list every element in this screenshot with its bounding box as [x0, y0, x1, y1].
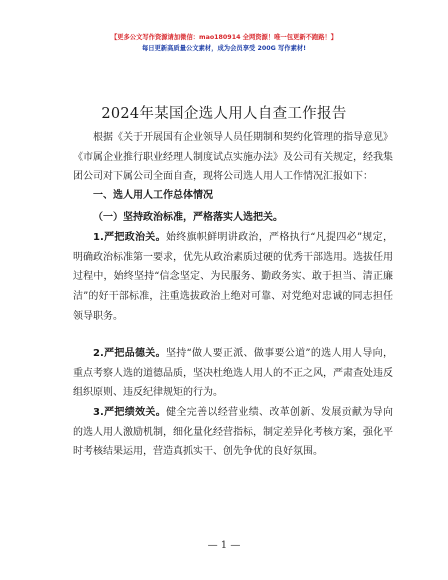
- item-text-performance: 健全完善以经营业绩、改革创新、发展贡献为导向的选人用人激励机制，细化量化经营指标，制定差异化考核方案，强化平时考核结果运用，营造真抓实干、创先争优的良好氛围。: [73, 407, 394, 458]
- promo-banner-line1: 【更多公文写作资源请加微信：mao180914 全网资源！唯一包更新不跑路！】: [110, 34, 338, 41]
- section-heading-1: 一、选人用人工作总体情况: [93, 190, 213, 201]
- item-paragraph-performance: [73, 403, 393, 462]
- item-lead-political: 1.严把政治关。: [93, 232, 166, 243]
- intro-paragraph: 根据《关于开展国有企业领导人员任期制和契约化管理的指导意见》《市属企业推行职业经理人制度试点实施办法》及公司有关规定，经我集团公司对下属公司全面自查，现将公司选人用人工作情况汇报如下：: [73, 132, 393, 183]
- subsection-heading-1: （一）坚持政治标准，严格落实人选把关。: [93, 212, 283, 223]
- item-lead-performance: 3.严把绩效关。: [93, 407, 167, 418]
- item-lead-morality: 2.严把品德关。: [93, 348, 166, 359]
- page-number: — 1 —: [207, 540, 241, 551]
- item-paragraph-political: [73, 228, 393, 327]
- item-paragraph-morality: [73, 344, 393, 403]
- item-text-morality: 坚持“做人要正派、做事要公道”的选人用人导向，重点考察人选的道德品质，坚决杜绝选人用人的不正之风，严肃查处违反组织原则、违反纪律规矩的行为。: [73, 348, 393, 399]
- promo-banner-line2: 每日更新高质量公文素材，成为会员享受 200G 写作素材!: [141, 45, 307, 52]
- item-text-political: 始终旗帜鲜明讲政治，严格执行“凡提四必”规定，明确政治标准第一要求，优先从政治素质过硬的优秀干部选用。选拔任用过程中，始终坚持“信念坚定、为民服务、勤政务实、敢于担当、清正廉洁”的好干部标准，注重选拔政治上绝对可靠、对党绝对忠诚的同志担任领导职务。: [73, 232, 393, 322]
- document-title: 2024年某国企选人用人自查工作报告: [101, 106, 347, 122]
